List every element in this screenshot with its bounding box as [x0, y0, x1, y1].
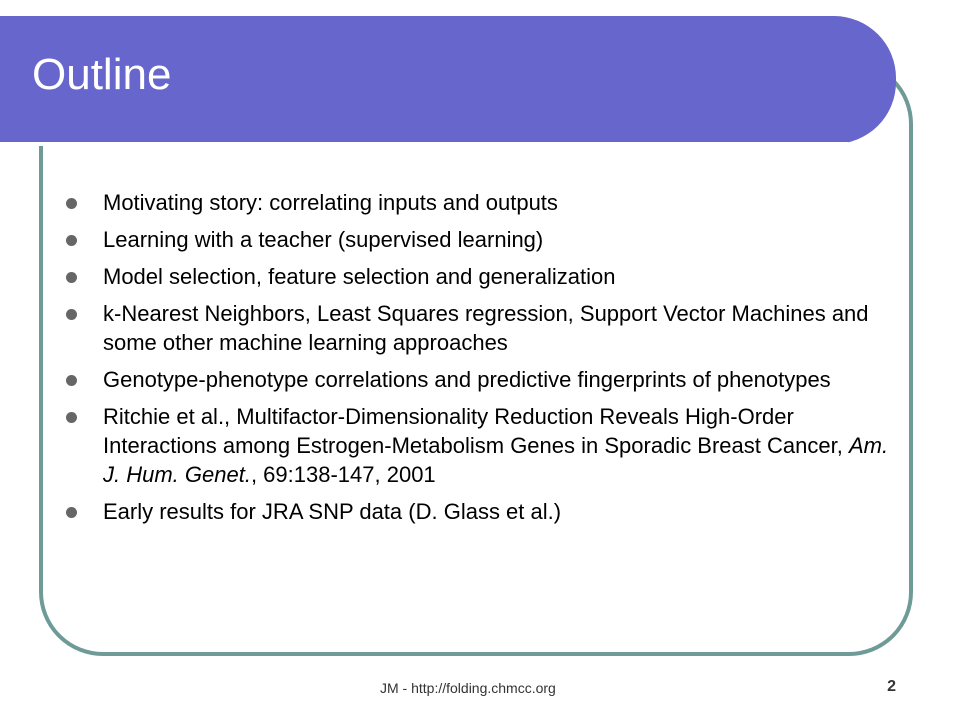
footer-text: JM - http://folding.chmcc.org — [380, 680, 556, 696]
bullet-item — [66, 262, 906, 291]
citation-details: , 69:138-147, 2001 — [250, 462, 436, 487]
bullet-dot-icon — [66, 375, 77, 386]
bullet-item — [66, 365, 906, 394]
bullet-text: Learning with a teacher (supervised learning) — [103, 227, 544, 252]
bullet-text: k-Nearest Neighbors, Least Squares regression, Support Vector Machines and some other machine learning approaches — [103, 301, 869, 355]
bullet-text: Genotype-phenotype correlations and predictive fingerprints of phenotypes — [103, 367, 831, 392]
bullet-item — [66, 225, 906, 254]
bullet-dot-icon — [66, 272, 77, 283]
bullet-text: Early results for JRA SNP data (D. Glass et al.) — [103, 499, 562, 524]
bullet-text: Motivating story: correlating inputs and outputs — [103, 190, 558, 215]
bullet-dot-icon — [66, 198, 77, 209]
bullet-dot-icon — [66, 309, 77, 320]
bullet-dot-icon — [66, 412, 77, 423]
bullet-dot-icon — [66, 235, 77, 246]
bullet-item-citation — [66, 402, 906, 489]
page-number: 2 — [887, 678, 896, 695]
bullet-item — [66, 497, 906, 526]
slide-title: Outline — [32, 50, 172, 99]
journal-name: Am. J. Hum. Genet. — [103, 433, 889, 487]
bullet-dot-icon — [66, 507, 77, 518]
citation-text: Ritchie et al., Multifactor-Dimensionality Reduction Reveals High-Order Interactions among Estrogen-Metabolism Genes in Sporadic Breast Cancer, — [103, 404, 849, 458]
title-underline — [0, 142, 848, 146]
bullet-item — [66, 188, 906, 217]
bullet-text: Model selection, feature selection and generalization — [103, 264, 616, 289]
bullet-list — [66, 188, 906, 534]
bullet-item — [66, 299, 906, 357]
